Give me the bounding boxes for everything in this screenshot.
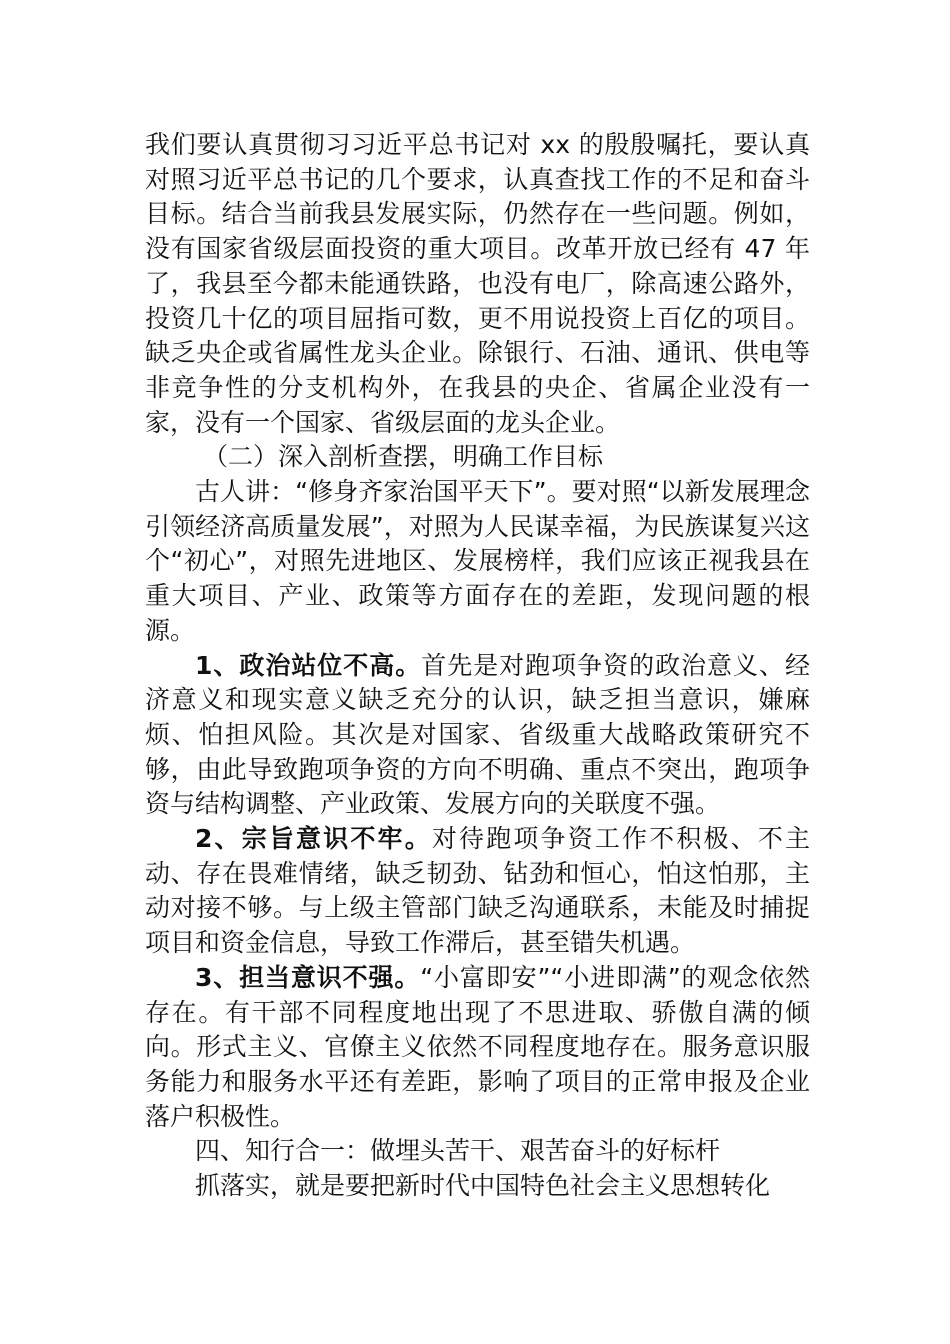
point-2-text: 对待跑项争资工作不积极、不主动、存在畏难情绪，缺乏韧劲、钻劲和恒心，怕这怕那，主动对接不够。与上级主管部门缺乏沟通联系，未能及时捕捉项目和资金信息，导致工作滞后，甚至错失机遇。 — [145, 824, 810, 958]
section-heading-2: （二）深入剖析查摆，明确工作目标 — [203, 442, 604, 472]
point-2-heading: 2、宗旨意识不牢。 — [195, 824, 432, 854]
point-1-heading: 1、政治站位不高。 — [195, 650, 422, 680]
document-body — [145, 128, 810, 1204]
point-1-text: 首先是对跑项争资的政治意义、经济意义和现实意义缺乏充分的认识，缺乏担当意识，嫌麻烦、怕担风险。其次是对国家、省级重大战略政策研究不够，由此导致跑项争资的方向不明确、重点不突出，跑项争资与结构调整、产业政策、发展方向的关联度不强。 — [145, 650, 810, 819]
paragraph-ancient-saying: 古人讲：“修身齐家治国平天下”。要对照“以新发展理念引领经济高质量发展”，对照为人民谋幸福，为民族谋复兴这个“初心”，对照先进地区、发展榜样，我们应该正视我县在重大项目、产业、政策等方面存在的差距，发现问题的根源。 — [145, 477, 810, 645]
paragraph-point-2 — [145, 822, 810, 961]
section-heading-4: 四、知行合一：做埋头苦干、艰苦奋斗的好标杆 — [195, 1136, 721, 1166]
point-3-text: “小富即安”“小进即满”的观念依然存在。有干部不同程度地出现了不思进取、骄傲自满的倾向。形式主义、官僚主义依然不同程度地存在。服务意识服务能力和服务水平还有差距，影响了项目的正常申报及企业落户积极性。 — [145, 962, 810, 1131]
paragraph-intro: 我们要认真贯彻习习近平总书记对 xx 的殷殷嘱托，要认真对照习近平总书记的几个要求，认真查找工作的不足和奋斗目标。结合当前我县发展实际，仍然存在一些问题。例如，没有国家省级层面投资的重大项目。改革开放已经有 47 年了，我县至今都未能通铁路，也没有电厂，除高速公路外，投资几十亿的项目屈指可数，更不用说投资上百亿的项目。缺乏央企或省属性龙头企业。除银行、石油、通讯、供电等非竞争性的分支机构外，在我县的央企、省属企业没有一家，没有一个国家、省级层面的龙头企业。 — [145, 130, 810, 437]
paragraph-point-3 — [145, 961, 810, 1135]
point-3-heading: 3、担当意识不强。 — [195, 962, 421, 992]
paragraph-point-1 — [145, 649, 810, 823]
paragraph-implementation: 抓落实，就是要把新时代中国特色社会主义思想转化 — [195, 1171, 771, 1201]
